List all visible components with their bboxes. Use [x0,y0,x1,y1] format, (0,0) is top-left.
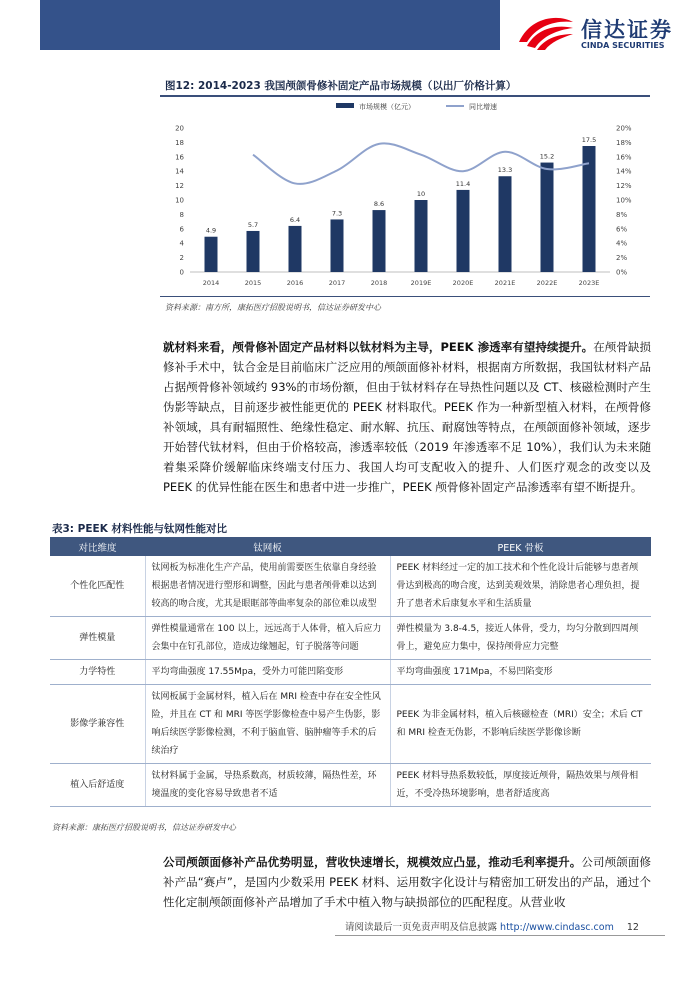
right-axis-tick-label: 8% [616,210,628,219]
bar [373,210,386,272]
table-cell-peek: 平均弯曲强度 171Mpa，不易凹陷变形 [390,660,651,685]
left-axis-tick-label: 0 [179,268,184,277]
table-cell-peek: PEEK 材料导热系数较低，厚度接近颅骨，隔热效果与颅骨相近，不受冷热环境影响，患者舒适度高 [390,764,651,807]
paragraph-materials [163,337,651,497]
x-axis-tick-label: 2017 [328,279,346,287]
table-row [50,764,651,807]
left-axis-tick-label: 20 [175,124,184,133]
table-cell-dimension: 力学特性 [50,660,145,685]
x-axis-tick-label: 2014 [202,279,220,287]
left-axis-tick-label: 8 [179,210,184,219]
x-axis-tick-label: 2021E [494,279,516,287]
right-axis-tick-label: 14% [616,167,632,176]
legend-line-label: 同比增速 [469,103,497,111]
left-axis-tick-label: 12 [175,182,184,191]
table-row [50,556,651,617]
right-axis-tick-label: 18% [616,138,632,147]
left-axis-tick-label: 14 [175,167,184,176]
legend-bar-swatch [336,103,354,108]
table-row [50,660,651,685]
bar [415,200,428,272]
table-cell-titanium: 钛网板为标准化生产产品，使用前需要医生依靠自身经验根据患者情况进行塑形和调整，因此与患者颅骨难以达到较高的吻合度，尤其是眼眶部等曲率复杂的部位难以成型 [145,556,390,617]
right-axis-tick-label: 20% [616,124,632,133]
table-cell-dimension: 个性化匹配性 [50,556,145,617]
table-cell-titanium: 钛网板属于金属材料，植入后在 MRI 检查中存在安全性风险，并且在 CT 和 MRI 等医学影像检查中易产生伪影，影响后续医学影像检测，不利于脑血管、脑肿瘤等手术的后续治疗 [145,685,390,764]
bar [247,231,260,272]
bar [541,163,554,272]
market-size-chart [160,98,650,293]
right-axis-tick-label: 4% [616,239,628,248]
bar-value-label: 15.2 [539,152,555,161]
legend-bar-label: 市场规模（亿元） [359,103,415,111]
right-axis-tick-label: 2% [616,254,628,263]
table-header-dimension: 对比维度 [50,537,145,556]
logo-english-name: CINDA SECURITIES [581,41,665,50]
x-axis-tick-label: 2015 [244,279,262,287]
paragraph-materials-lead: 就材料来看，颅骨修补固定产品材料以钛材料为主导，PEEK 渗透率有望持续提升。 [163,340,594,354]
right-axis-tick-label: 10% [616,196,632,205]
table-cell-titanium: 钛材料属于金属，导热系数高，材质较薄，隔热性差，环境温度的变化容易导致患者不适 [145,764,390,807]
bar-value-label: 7.3 [331,209,343,218]
table-header-peek: PEEK 骨板 [390,537,651,556]
x-axis-tick-label: 2018 [370,279,388,287]
table-row [50,685,651,764]
table-source: 资料来源：康拓医疗招股说明书，信达证券研发中心 [52,823,236,832]
bar [457,190,470,272]
bar [331,219,344,272]
paragraph-company-body: 公司颅颌面修补产品“赛卢”，是国内少数采用 PEEK 材料、运用数字化设计与精密加工研发出的产品，通过个性化定制颅颌面修补产品增加了手术中植入物与缺损部位的匹配程度。从营业收 [163,855,651,909]
bar-value-label: 6.4 [289,215,301,224]
table-cell-peek: PEEK 材料经过一定的加工技术和个性化设计后能够与患者颅骨达到极高的吻合度，达到美观效果，消除患者心理负担，提升了患者术后康复水平和生活质量 [390,556,651,617]
footer-notice: 请阅读最后一页免责声明及信息披露 [345,922,498,933]
footer [345,919,639,933]
table-row [50,617,651,660]
bar-value-label: 11.4 [455,179,471,188]
table-cell-dimension: 弹性模量 [50,617,145,660]
cinda-logo-icon [515,12,577,52]
figure-bottom-rule [160,296,650,297]
left-axis-tick-label: 2 [179,254,184,263]
bar [205,237,218,272]
x-axis-tick-label: 2019E [410,279,432,287]
bar-value-label: 10 [416,190,426,198]
footer-website-link[interactable]: http://www.cindasc.com [500,922,614,933]
bar-value-label: 17.5 [581,136,597,144]
bar-value-label: 8.6 [373,200,385,209]
growth-rate-line [253,143,589,184]
logo-chinese-name: 信达证券 [581,18,673,42]
left-axis-tick-label: 4 [179,239,184,248]
x-axis-tick-label: 2022E [536,279,558,287]
left-axis-tick-label: 18 [175,138,184,147]
table-header-row [50,537,651,556]
table-cell-titanium: 弹性模量通常在 100 以上，远远高于人体骨，植入后应力会集中在钉孔部位，造成边缘翘起，钉子脱落等问题 [145,617,390,660]
bar-value-label: 13.3 [497,166,513,175]
x-axis-tick-label: 2023E [578,279,600,287]
table-cell-dimension: 植入后舒适度 [50,764,145,807]
comparison-table [50,537,651,807]
chart-growth-line [253,143,589,184]
left-axis-tick-label: 16 [175,153,184,162]
bar [499,176,512,272]
x-axis-tick-label: 2016 [286,279,304,287]
chart-labels [206,136,596,235]
table-cell-peek: PEEK 为非金属材料，植入后核磁检查（MRI）安全；术后 CT 和 MRI 检查无伪影，不影响后续医学影像诊断 [390,685,651,764]
table-cell-peek: 弹性模量为 3.8-4.5，接近人体骨，受力，均匀分散到四周颅骨上，避免应力集中，保持颅骨应力完整 [390,617,651,660]
paragraph-materials-body: 在颅骨缺损修补手术中，钛合金是目前临床广泛应用的颅颌面修补材料，根据南方所数据，我国钛材料产品占据颅骨修补领域约 93%的市场份额，但由于钛材料存在导热性问题以及 CT、核磁检测时产生伪影等缺点，目前逐步被性能更优的 PEEK 材料取代。PEEK 作为一种新型植入材料，在颅骨修补领域，具有耐辐照性、绝缘性稳定、耐水解、抗压、耐腐蚀等特点，在颅颌面修补领域，逐步开始替代钛材料，但由于价格较高，渗透率较低（2019 年渗透率不足 10%），我们认为未来随着集采降价缓解临床终端支付压力、我国人均可支配收入的提升、人们医疗观念的改变以及 PEEK 的优异性能在医生和患者中进一步推广，PEEK 颅骨修补固定产品渗透率有望不断提升。 [163,340,651,494]
figure-top-rule [160,95,650,97]
right-axis-tick-label: 0% [616,268,628,277]
footer-rule [335,935,665,936]
bar-value-label: 5.7 [247,220,259,229]
right-axis-tick-label: 16% [616,153,632,162]
left-axis-tick-label: 10 [175,196,184,205]
header-band [40,0,500,50]
x-axis-tick-label: 2020E [452,279,474,287]
bar-value-label: 4.9 [205,226,217,235]
page-number: 12 [626,922,639,933]
chart-legend [336,102,497,111]
left-axis-tick-label: 6 [179,225,184,234]
bar [289,226,302,272]
table-cell-titanium: 平均弯曲强度 17.55Mpa，受外力可能凹陷变形 [145,660,390,685]
table-cell-dimension: 影像学兼容性 [50,685,145,764]
paragraph-company [163,852,651,912]
figure-source: 资料来源：南方所，康拓医疗招股说明书，信达证券研发中心 [165,303,381,312]
table-title: 表3: PEEK 材料性能与钛网性能对比 [52,523,227,535]
right-axis-tick-label: 6% [616,225,628,234]
cinda-logo [515,12,685,52]
table-header-titanium: 钛网板 [145,537,390,556]
figure-title: 图12: 2014-2023 我国颅颌骨修补固定产品市场规模（以出厂价格计算） [165,80,517,92]
right-axis-tick-label: 12% [616,182,632,191]
paragraph-company-lead: 公司颅颌面修补产品优势明显，营收快速增长，规模效应凸显，推动毛利率提升。 [163,855,582,869]
